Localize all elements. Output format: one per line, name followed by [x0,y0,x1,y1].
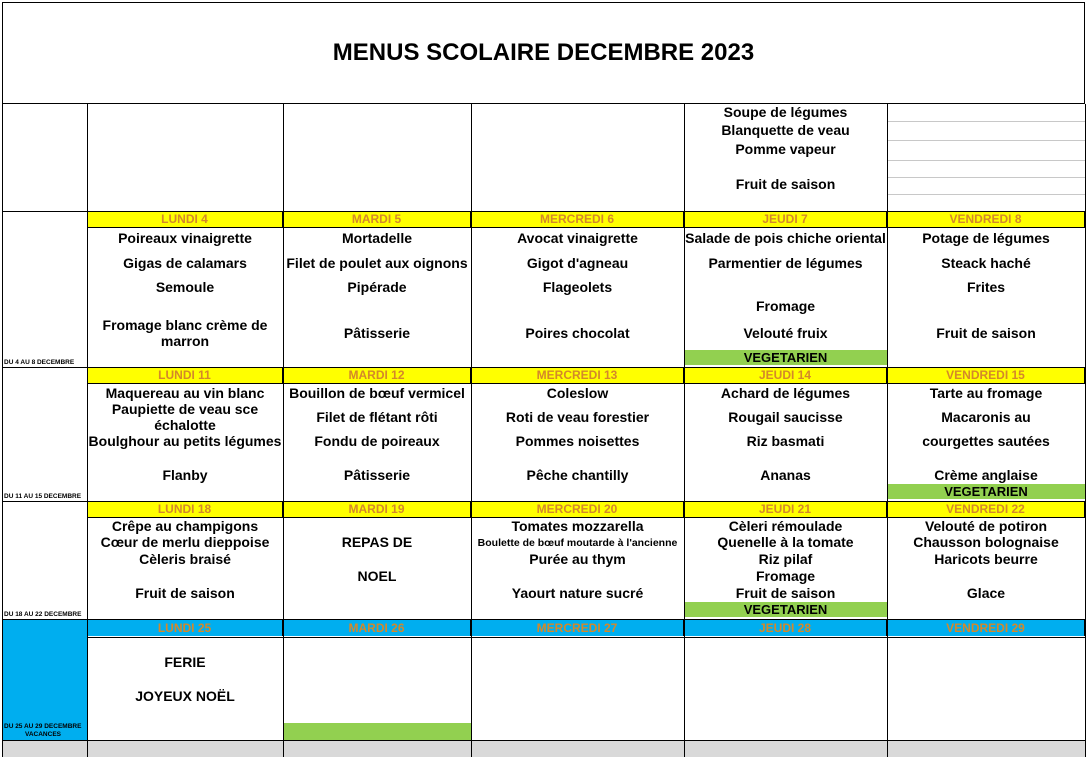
day-header: MARDI 26 [283,620,471,636]
menu-item: Purée au thym [529,551,626,567]
menu-item: Cèleri rémoulade [728,518,843,534]
menu-item: Mortadelle [341,230,412,246]
footer-cell [684,740,887,757]
day-header: LUNDI 25 [87,620,283,636]
footer-cell [283,740,471,757]
menu-item: Fruit de saison [936,325,1036,341]
menu-item: Poires chocolat [525,325,630,341]
menu-item: Semoule [155,279,215,295]
vegetarian-badge: VEGETARIEN [684,602,887,617]
week-label: DU 4 AU 8 DECEMBRE [4,359,75,366]
menu-item: Blanquette de veau [721,122,850,138]
week-label: DU 18 AU 22 DECEMBRE [4,611,82,618]
menu-item: marron [160,333,210,349]
gridline [888,194,1085,195]
menu-item: Fromage blanc crème de [102,317,268,333]
footer-cell [87,740,283,757]
menu-item: Avocat vinaigrette [517,230,638,246]
menu-item: REPAS DE [341,534,413,550]
menu-item: Parmentier de légumes [708,255,863,271]
day-header: MERCREDI 20 [471,501,684,517]
day-header: VENDREDI 22 [887,501,1085,517]
week-label: DU 11 AU 15 DECEMBRE [4,493,82,500]
menu-item: Bouillon de bœuf vermicel [289,385,465,401]
menu-item: FERIE [164,654,206,670]
menu-item: Fondu de poireaux [314,433,440,449]
menu-item: Quenelle à la tomate [717,534,854,550]
menu-item: Velouté fruix [743,325,828,341]
menu-item: Maquereau au vin blanc [105,385,265,401]
menu-item: Soupe de légumes [723,104,848,120]
menu-item: Poireaux vinaigrette [118,230,252,246]
day-header: LUNDI 4 [87,211,283,227]
gridline [888,121,1085,122]
menu-item: Tarte au fromage [929,385,1043,401]
menu-item: Cèleris braisé [139,551,231,567]
menu-item: Salade de pois chiche oriental [685,230,886,246]
day-header: MARDI 5 [283,211,471,227]
vegetarian-marker [283,723,471,740]
day-header: MERCREDI 6 [471,211,684,227]
menu-item: Crème anglaise [934,467,1038,483]
day-header: MERCREDI 13 [471,367,684,383]
menu-item: Fruit de saison [135,585,235,601]
gridline [888,160,1085,161]
menu-item: Riz pilaf [758,551,813,567]
menu-item: échalotte [154,417,216,433]
vegetarian-badge: VEGETARIEN [887,484,1085,499]
menu-item: Boulette de bœuf moutarde à l'ancienne [477,537,678,549]
menu-item: Haricots beurre [934,551,1038,567]
menu-item: Yaourt nature sucré [511,585,644,601]
menu-item: Filet de flétant rôti [316,409,438,425]
menu-item: Pâtisserie [343,325,411,341]
menu-item: Velouté de potiron [924,518,1048,534]
menu-item: Fruit de saison [735,585,836,601]
day-header: LUNDI 18 [87,501,283,517]
menu-item: Pipérade [347,279,407,295]
menu-item: Chausson bolognaise [913,534,1059,550]
menu-item: NOEL [357,568,397,584]
day-header: MERCREDI 27 [471,620,684,636]
day-header: JEUDI 7 [684,211,887,227]
menu-item: Pâtisserie [343,467,411,483]
vacances-column [2,620,87,740]
footer-cell [887,740,1085,757]
menu-item: Filet de poulet aux oignons [286,255,468,271]
footer-cell [471,740,684,757]
day-header: JEUDI 21 [684,501,887,517]
menu-item: Gigot d'agneau [526,255,629,271]
menu-item: Frites [966,279,1006,295]
gridline [888,140,1085,141]
vegetarian-badge: VEGETARIEN [684,350,887,365]
day-header: VENDREDI 29 [887,620,1085,636]
footer-cell [2,740,87,757]
menu-item: Flanby [162,467,208,483]
menu-item: Achard de légumes [720,385,851,401]
menu-item: courgettes sautées [922,433,1050,449]
menu-item: Fruit de saison [735,176,836,192]
menu-item: Glace [966,585,1006,601]
menu-item: Pêche chantilly [526,467,629,483]
menu-item: Rougail saucisse [728,409,843,425]
day-header: JEUDI 28 [684,620,887,636]
menu-item: Steack haché [941,255,1031,271]
menu-item: Potage de légumes [922,230,1050,246]
day-header: VENDREDI 8 [887,211,1085,227]
menu-item: Ananas [760,467,811,483]
gridline [888,177,1085,178]
menu-item: Riz basmati [746,433,825,449]
menu-item: Paupiette de veau sce [111,401,259,417]
menu-item: Roti de veau forestier [505,409,650,425]
day-header: JEUDI 14 [684,367,887,383]
menu-item: Crêpe au champigons [111,518,259,534]
menu-item: Macaronis au [941,409,1031,425]
menu-item: Pomme vapeur [735,141,836,157]
menu-item: Boulghour au petits légumes [88,433,282,449]
week-label: VACANCES [25,731,61,738]
menu-item: Fromage [755,298,816,314]
day-header: MARDI 19 [283,501,471,517]
menu-item: Gigas de calamars [123,255,247,271]
day-header: LUNDI 11 [87,367,283,383]
menu-item: Flageolets [542,279,613,295]
day-header: VENDREDI 15 [887,367,1085,383]
menu-item: Cœur de merlu dieppoise [100,534,270,550]
menu-item: JOYEUX NOËL [135,688,235,704]
menu-item: Coleslow [546,385,609,401]
menu-item: Tomates mozzarella [511,518,644,534]
page-title: MENUS SCOLAIRE DECEMBRE 2023 [2,2,1085,104]
menu-item: Pommes noisettes [515,433,640,449]
menu-item: Fromage [755,568,816,584]
week-label: DU 25 AU 29 DECEMBRE [4,723,82,730]
day-header: MARDI 12 [283,367,471,383]
